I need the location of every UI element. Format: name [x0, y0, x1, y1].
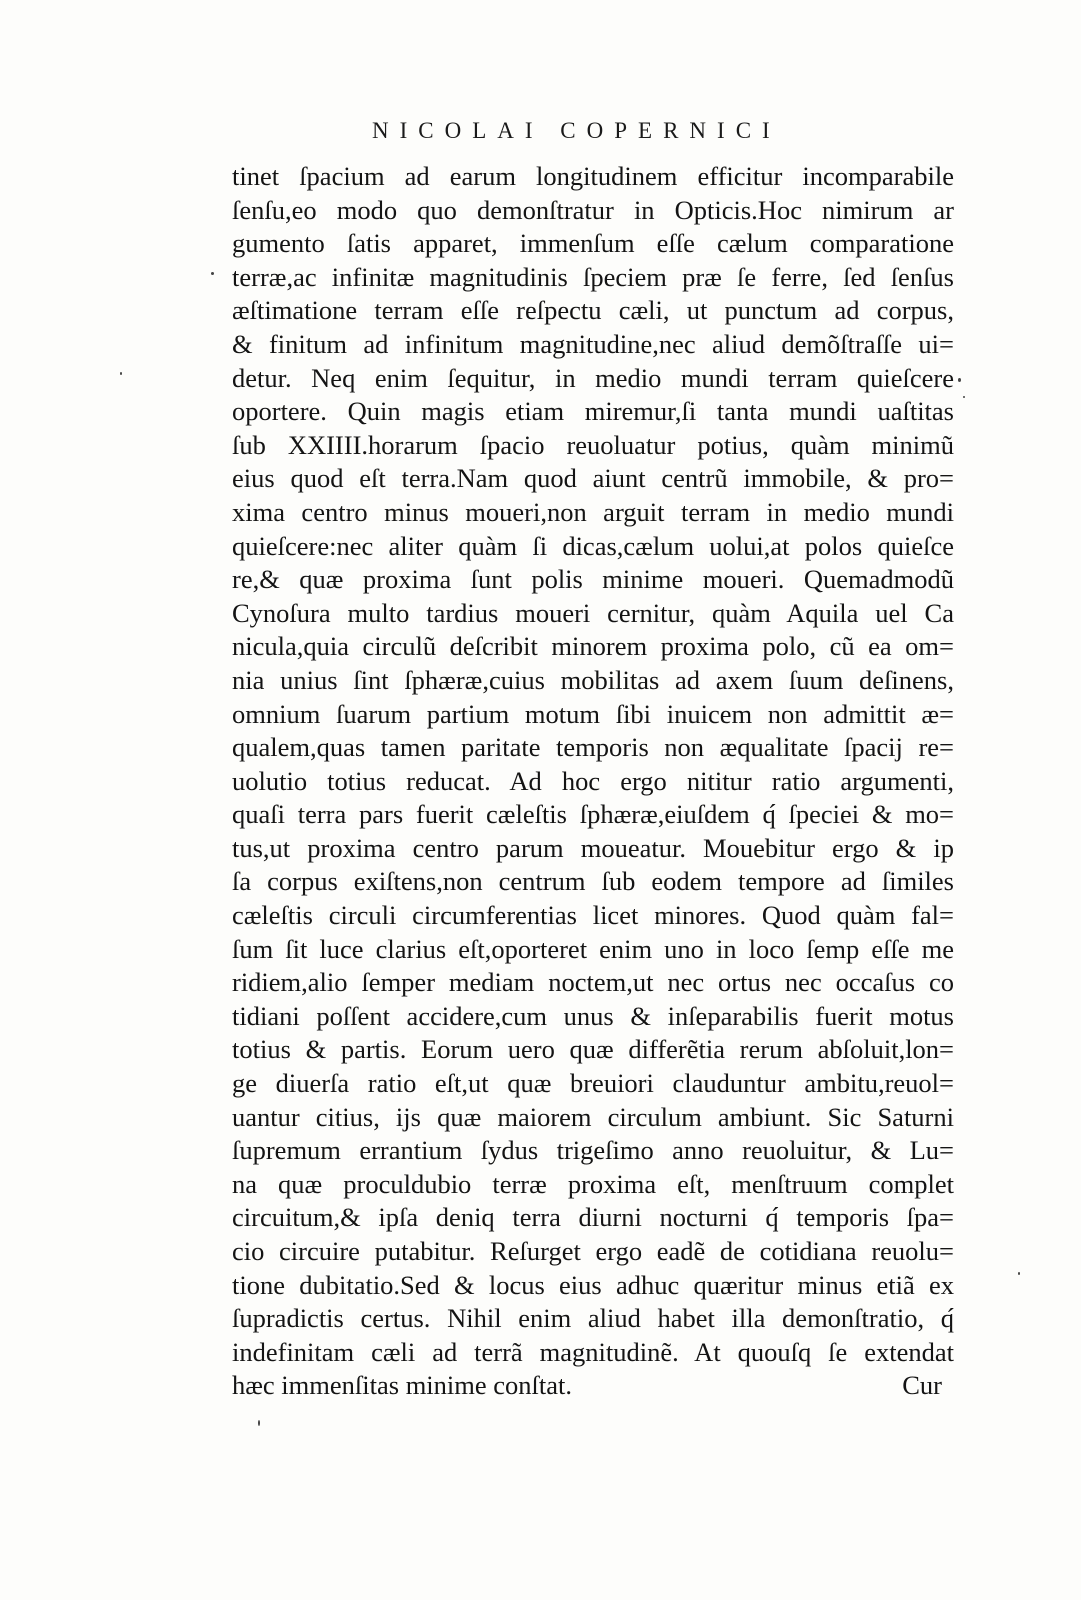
text-line: uantur citius, ijs quæ maiorem circulum ambiunt. Sic Saturni [232, 1101, 954, 1132]
text-line: qualem,quas tamen paritate temporis non æqualitate ſpacij re= [232, 732, 954, 763]
text-line: cæleſtis circuli circumferentias licet minores. Quod quàm fal= [232, 900, 954, 931]
text-line: circuitum,& ipſa deniq terra diurni nocturni q́ temporis ſpa= [232, 1202, 954, 1233]
text-line: ſa corpus exiſtens,non centrum ſub eodem tempore ad ſimiles [232, 866, 954, 897]
text-line: ſupremum errantium ſydus trigeſimo anno reuoluitur, & Lu= [232, 1135, 954, 1166]
text-line: uolutio totius reducat. Ad hoc ergo nititur ratio argumenti, [232, 765, 954, 796]
text-line: tione dubitatio.Sed & locus eius adhuc quæritur minus etiã ex [232, 1269, 954, 1300]
text-line: ge diuerſa ratio eſt,ut quæ breuiori clauduntur ambitu,reuol= [232, 1068, 954, 1099]
text-line: detur. Neq enim ſequitur, in medio mundi terram quieſcere [232, 362, 954, 393]
text-line: cio circuire putabitur. Reſurget ergo eadẽ de cotidiana reuolu= [232, 1236, 954, 1266]
text-line: ſum ſit luce clarius eſt,oporteret enim uno in loco ſemp eſſe me [232, 933, 954, 964]
text-block [232, 160, 954, 1403]
catchword: Cur [902, 1370, 942, 1401]
ink-speck [211, 272, 214, 275]
ink-speck [120, 372, 122, 375]
text-line-last [232, 1369, 954, 1403]
text-line: tidiani poſſent accidere,cum unus & inſeparabilis fuerit motus [232, 1000, 954, 1031]
ink-speck [258, 1420, 260, 1426]
text-line: totius & partis. Eorum uero quæ differẽtia rerum abſoluit,lon= [232, 1034, 954, 1065]
ink-speck [1018, 1272, 1020, 1275]
text-line: tus,ut proxima centro parum moueatur. Mouebitur ergo & ip [232, 832, 954, 863]
text-line: nia unius ſint ſphæræ,cuius mobilitas ad axem ſuum deſinens, [232, 664, 954, 695]
text-line: na quæ proculdubio terræ proxima eſt, menſtruum complet [232, 1168, 954, 1199]
text-line: oportere. Quin magis etiam miremur,ſi tanta mundi uaſtitas [232, 396, 954, 427]
ink-speck [958, 378, 961, 382]
text-line: omnium ſuarum partium motum ſibi inuicem non admittit æ= [232, 698, 954, 729]
text-line: ſub XXIIII.horarum ſpacio reuoluatur potius, quàm minimũ [232, 429, 954, 460]
text-line: eius quod eſt terra.Nam quod aiunt centrũ immobile, & pro= [232, 463, 954, 494]
text-line: ridiem,alio ſemper mediam noctem,ut nec ortus nec occaſus co [232, 967, 954, 998]
text-line: ſupradictis certus. Nihil enim aliud habet illa demonſtratio, q́ [232, 1303, 954, 1334]
text-line: ſenſu,eo modo quo demonſtratur in Opticis.Hoc nimirum ar [232, 194, 954, 225]
text-line: & finitum ad infinitum magnitudine,nec aliud demõſtraſſe ui= [232, 328, 954, 359]
final-line-text: hæc immenſitas minime conſtat. [232, 1370, 573, 1401]
text-line: gumento ſatis apparet, immenſum eſſe cælum comparatione [232, 228, 954, 259]
text-line: indefinitam cæli ad terrã magnitudinẽ. At quouſq ſe extendat [232, 1336, 954, 1367]
text-line: Cynoſura multo tardius moueri cernitur, quàm Aquila uel Ca [232, 597, 954, 628]
text-line: re,& quæ proxima ſunt polis minime moueri. Quemadmodũ [232, 564, 954, 595]
text-line: æſtimatione terram eſſe reſpectu cæli, ut punctum ad corpus, [232, 295, 954, 326]
text-line: quieſcere:nec aliter quàm ſi dicas,cælum uolui,at polos quieſce [232, 530, 954, 561]
text-line: xima centro minus moueri,non arguit terram in medio mundi [232, 496, 954, 527]
running-head: NICOLAI COPERNICI [372, 118, 781, 143]
text-line: terræ,ac infinitæ magnitudinis ſpeciem præ ſe ferre, ſed ſenſus [232, 261, 954, 292]
text-line: quaſi terra pars fuerit cæleſtis ſphæræ,eiuſdem q́ ſpeciei & mo= [232, 799, 954, 830]
ink-speck [963, 396, 965, 398]
text-line: tinet ſpacium ad earum longitudinem efficitur incomparabile [232, 161, 954, 191]
text-line: nicula,quia circulũ deſcribit minorem proxima polo, cũ ea om= [232, 631, 954, 662]
